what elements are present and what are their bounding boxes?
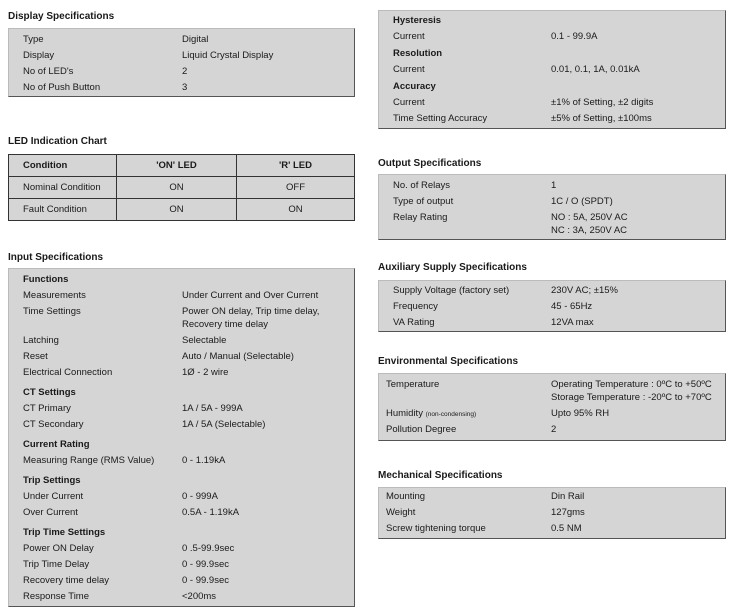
- spec-row: Current ±1% of Setting, ±2 digits: [393, 97, 654, 108]
- output-spec-box: [378, 174, 726, 240]
- aux-spec-title: Auxiliary Supply Specifications: [378, 262, 527, 273]
- spec-row: Temperature Operating Temperature : 0ºC to +50ºC: [386, 379, 712, 390]
- table-row: [9, 177, 355, 199]
- spec-value: Liquid Crystal Display: [182, 50, 274, 61]
- spec-row: Reset Auto / Manual (Selectable): [23, 351, 294, 362]
- spec-value: Digital: [182, 34, 209, 45]
- spec-row: Time Setting Accuracy ±5% of Setting, ±100ms: [393, 113, 652, 124]
- table-row: [9, 199, 355, 221]
- spec-row: Supply Voltage (factory set) 230V AC; ±15%: [393, 285, 619, 296]
- led-header-condition: Condition: [9, 155, 117, 177]
- led-cell: ON: [117, 199, 237, 221]
- led-cell: Fault Condition: [9, 199, 117, 221]
- spec-value: 3: [182, 82, 188, 93]
- spec-key: Display: [23, 50, 55, 61]
- spec-row: Relay Rating NO : 5A, 250V AC: [393, 212, 628, 223]
- spec-row: No. of Relays 1: [393, 180, 557, 191]
- spec-row: CT Primary 1A / 5A - 999A: [23, 403, 243, 414]
- display-spec-box: [8, 28, 355, 97]
- env-spec-box: [378, 373, 726, 441]
- spec-row: Trip Time Delay 0 - 99.9sec: [23, 559, 229, 570]
- section-heading: Hysteresis: [393, 15, 442, 26]
- spec-row: Time Settings Power ON delay, Trip time delay,: [23, 306, 320, 317]
- aux-spec-box: [378, 280, 726, 332]
- spec-row: [9, 32, 354, 48]
- spec-row: Mounting Din Rail: [386, 491, 585, 502]
- led-header-on: 'ON' LED: [117, 155, 237, 177]
- section-heading: Current Rating: [23, 439, 90, 450]
- spec-key: Type: [23, 34, 44, 45]
- spec-row: Recovery time delay 0 - 99.9sec: [23, 575, 229, 586]
- section-heading: Resolution: [393, 48, 443, 59]
- spec-row: Under Current 0 - 999A: [23, 491, 218, 502]
- input-spec-title: Input Specifications: [8, 252, 104, 263]
- spec-row: Screw tightening torque 0.5 NM: [386, 523, 582, 534]
- led-cell: ON: [237, 199, 355, 221]
- spec-row: Measuring Range (RMS Value) 0 - 1.19kA: [23, 455, 226, 466]
- mech-spec-box: [378, 487, 726, 539]
- spec-row: Electrical Connection 1Ø - 2 wire: [23, 367, 229, 378]
- led-header-r: 'R' LED: [237, 155, 355, 177]
- section-heading: Accuracy: [393, 81, 436, 92]
- spec-row: CT Secondary 1A / 5A (Selectable): [23, 419, 266, 430]
- accuracy-box: [378, 10, 726, 129]
- spec-row: [9, 48, 354, 64]
- mech-spec-title: Mechanical Specifications: [378, 470, 503, 481]
- spec-row: Measurements Under Current and Over Current: [23, 290, 319, 301]
- display-spec-title: Display Specifications: [8, 11, 115, 22]
- section-heading: CT Settings: [23, 387, 76, 398]
- section-heading: Trip Time Settings: [23, 527, 106, 538]
- spec-row: Type of output 1C / O (SPDT): [393, 196, 613, 207]
- spec-row-cont: Recovery time delay: [182, 319, 269, 330]
- output-spec-title: Output Specifications: [378, 158, 482, 169]
- spec-row: Response Time <200ms: [23, 591, 217, 602]
- spec-row: Current 0.01, 0.1, 1A, 0.01kA: [393, 64, 640, 75]
- spec-row: Humidity (non-condensing) Upto 95% RH: [386, 408, 610, 419]
- spec-row: [9, 64, 354, 80]
- spec-row: [9, 80, 354, 96]
- spec-row: VA Rating 12VA max: [393, 317, 594, 328]
- section-heading: Trip Settings: [23, 475, 81, 486]
- led-chart-title: LED Indication Chart: [8, 136, 107, 147]
- spec-row-cont: NC : 3A, 250V AC: [551, 225, 628, 236]
- spec-row: Current 0.1 - 99.9A: [393, 31, 598, 42]
- spec-key: No of Push Button: [23, 82, 101, 93]
- led-cell: Nominal Condition: [9, 177, 117, 199]
- spec-row: Pollution Degree 2: [386, 424, 557, 435]
- spec-value: 2: [182, 66, 188, 77]
- spec-key: No of LED's: [23, 66, 74, 77]
- spec-row: Latching Selectable: [23, 335, 227, 346]
- section-heading: Functions: [23, 274, 69, 285]
- env-spec-title: Environmental Specifications: [378, 356, 519, 367]
- spec-row: Over Current 0.5A - 1.19kA: [23, 507, 240, 518]
- led-cell: OFF: [237, 177, 355, 199]
- spec-row-cont: Storage Temperature : -20ºC to +70ºC: [551, 392, 712, 403]
- input-spec-box: [8, 268, 355, 607]
- spec-row: Frequency 45 - 65Hz: [393, 301, 593, 312]
- led-cell: ON: [117, 177, 237, 199]
- led-chart-table: [8, 154, 355, 221]
- spec-row: Power ON Delay 0 .5-99.9sec: [23, 543, 235, 554]
- spec-row: Weight 127gms: [386, 507, 585, 518]
